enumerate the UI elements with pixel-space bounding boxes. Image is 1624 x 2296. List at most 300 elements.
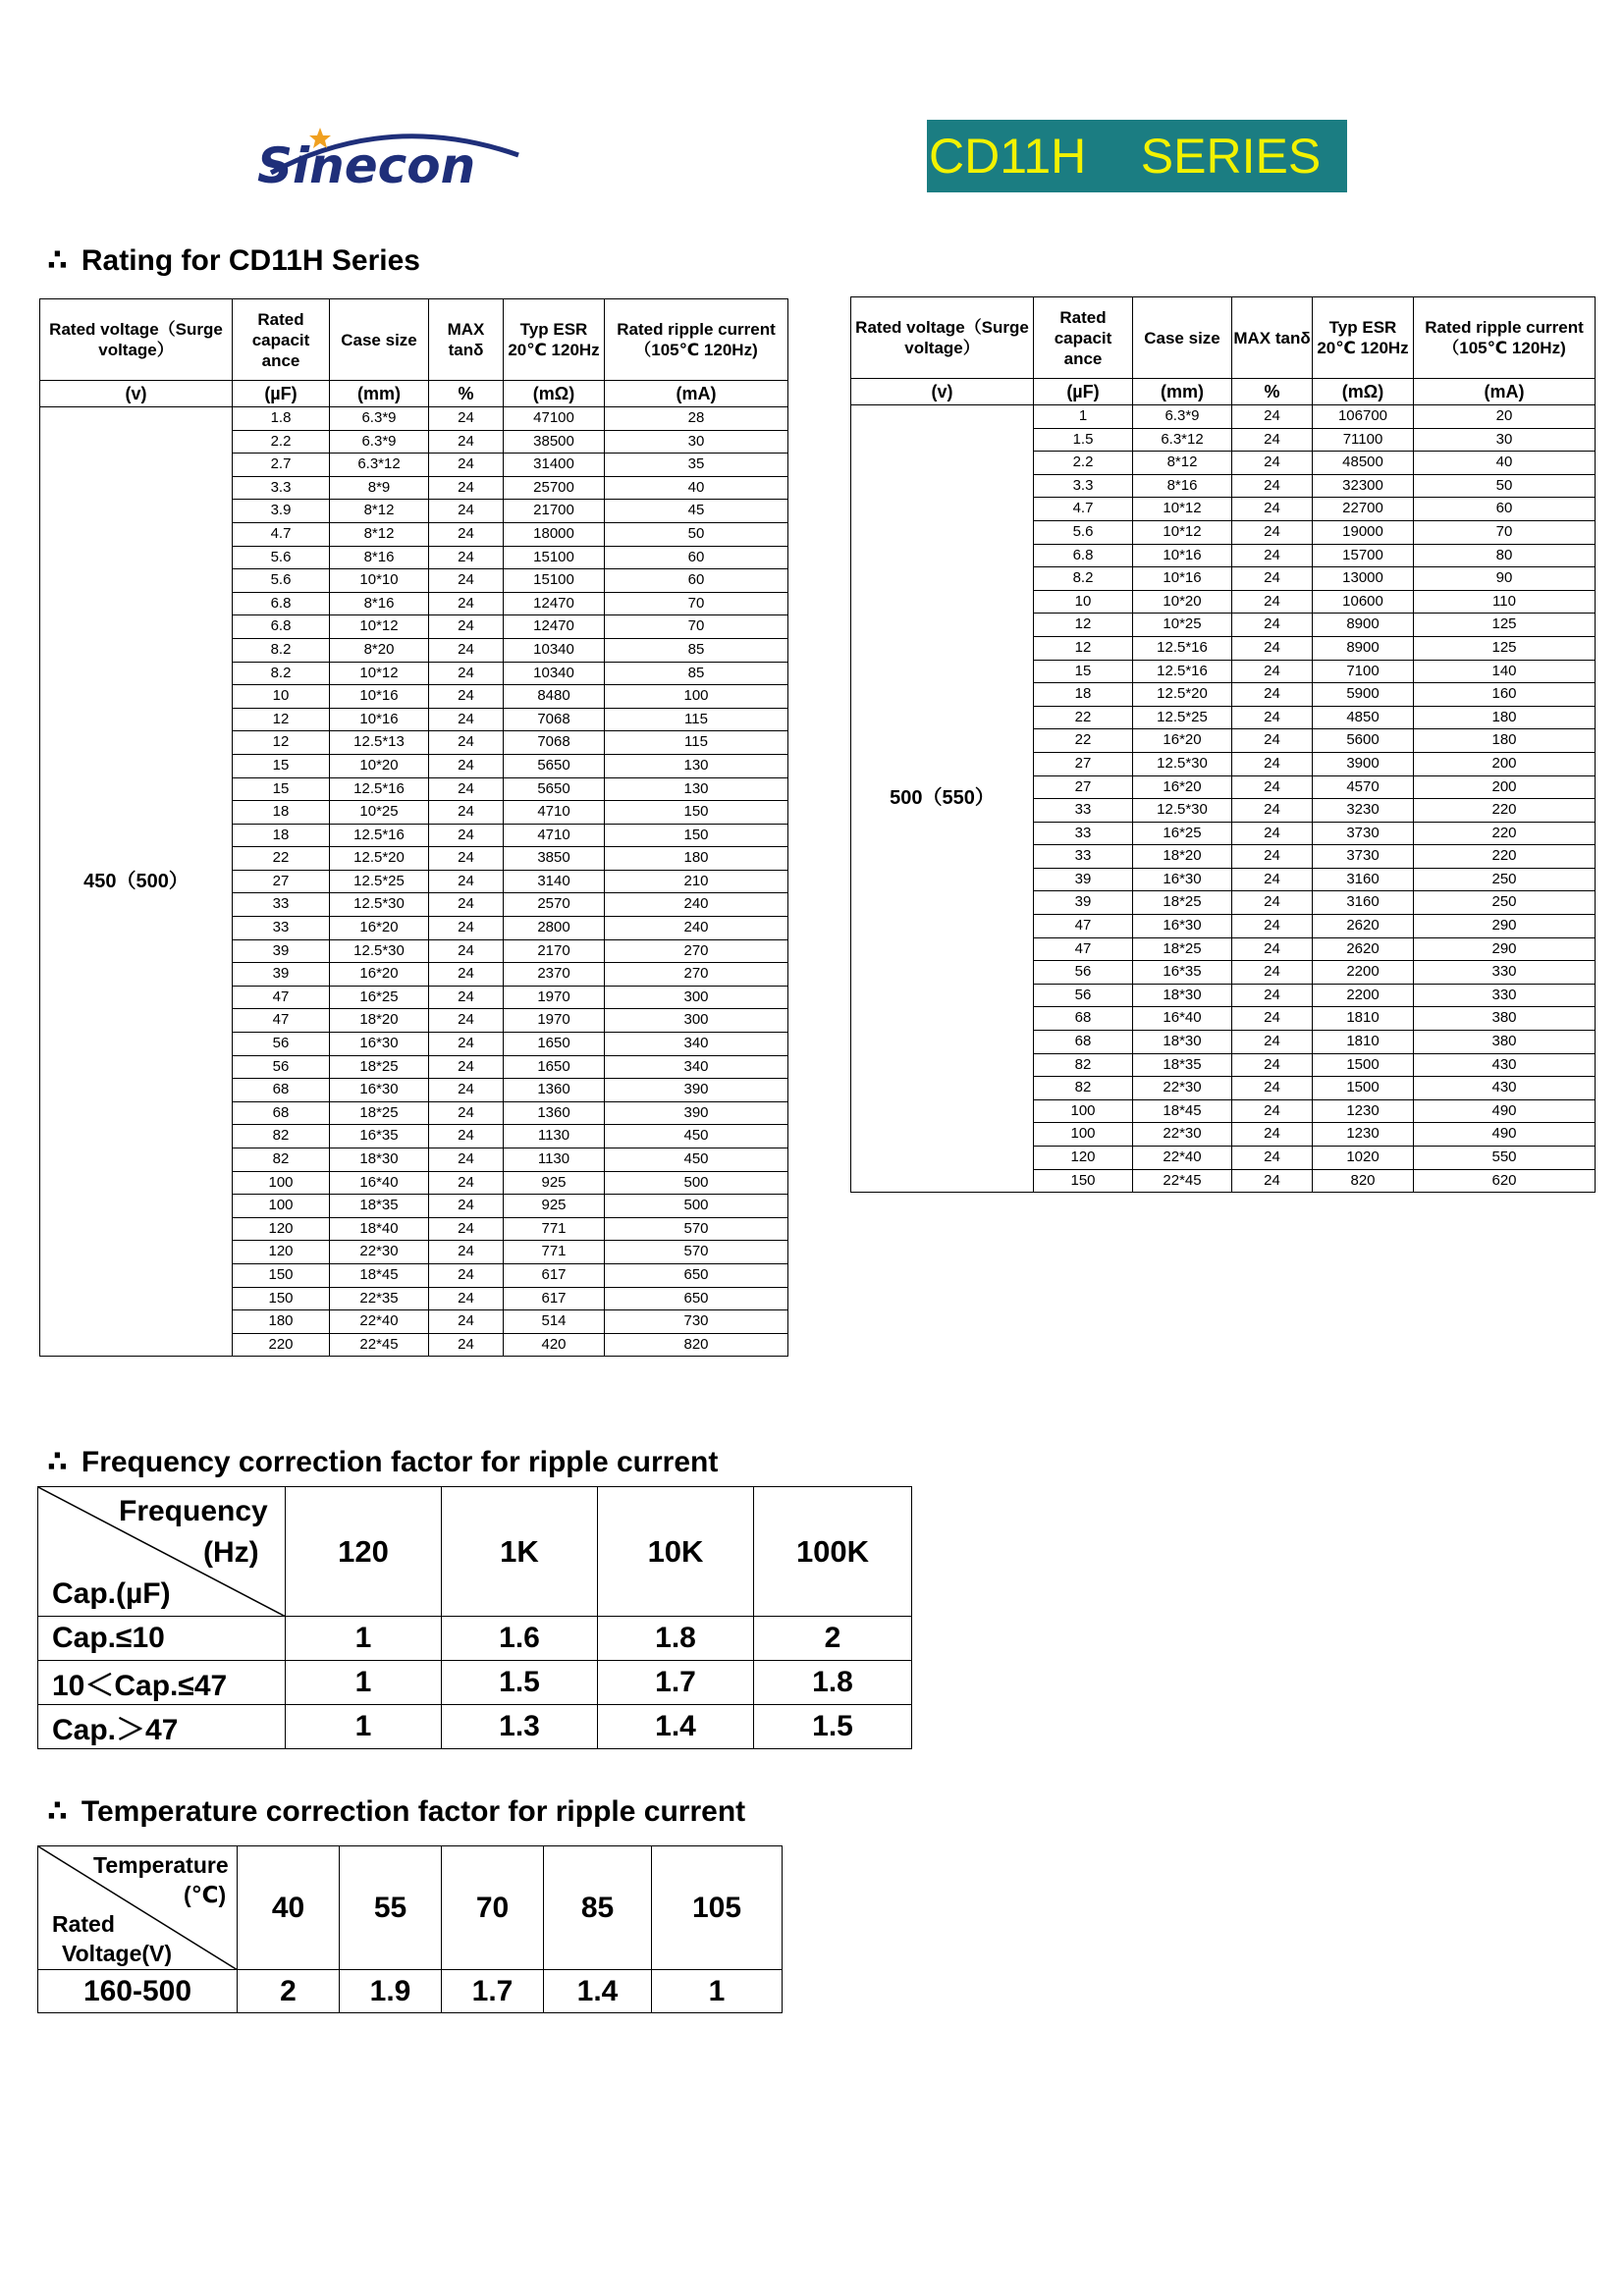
unit-ma: (mA) (1414, 379, 1596, 405)
tan-cell: 24 (429, 1241, 504, 1264)
tan-cell: 24 (429, 546, 504, 569)
capacitance-cell: 1.5 (1034, 428, 1133, 452)
ripple-cell: 20 (1414, 405, 1596, 429)
freq-cell: 1.5 (754, 1705, 912, 1749)
tan-cell: 24 (1232, 1123, 1313, 1147)
capacitance-cell: 100 (1034, 1099, 1133, 1123)
ripple-cell: 130 (605, 754, 788, 777)
ripple-cell: 90 (1414, 567, 1596, 591)
tan-cell: 24 (429, 638, 504, 662)
ripple-cell: 85 (605, 638, 788, 662)
capacitance-cell: 100 (233, 1171, 330, 1195)
case-size-cell: 16*25 (330, 986, 429, 1009)
corner-voltage-label: Voltage(V) (62, 1941, 173, 1966)
capacitance-cell: 47 (1034, 937, 1133, 961)
ripple-cell: 390 (605, 1101, 788, 1125)
temp-col-header: 70 (442, 1846, 544, 1970)
esr-cell: 2200 (1313, 984, 1414, 1007)
tan-cell: 24 (1232, 984, 1313, 1007)
tan-cell: 24 (429, 939, 504, 963)
ripple-cell: 220 (1414, 822, 1596, 845)
capacitance-cell: 12 (233, 708, 330, 731)
capacitance-cell: 15 (233, 777, 330, 801)
esr-cell: 1810 (1313, 1007, 1414, 1031)
tan-cell: 24 (429, 870, 504, 893)
rated-voltage-cell: 450（500） (40, 407, 233, 1357)
tan-cell: 24 (1232, 1031, 1313, 1054)
esr-cell: 18000 (504, 522, 605, 546)
svg-text:Sinecon: Sinecon (257, 137, 476, 194)
esr-cell: 5900 (1313, 683, 1414, 707)
freq-cell: 1.4 (598, 1705, 754, 1749)
esr-cell: 13000 (1313, 567, 1414, 591)
freq-cell: 1.8 (598, 1617, 754, 1661)
esr-cell: 1810 (1313, 1031, 1414, 1054)
case-size-cell: 18*25 (330, 1055, 429, 1079)
capacitance-cell: 22 (1034, 706, 1133, 729)
esr-cell: 3140 (504, 870, 605, 893)
tan-cell: 24 (429, 454, 504, 477)
esr-cell: 4850 (1313, 706, 1414, 729)
case-size-cell: 12.5*20 (1133, 683, 1232, 707)
temp-cell: 1.4 (544, 1970, 652, 2013)
capacitance-cell: 82 (233, 1148, 330, 1172)
rating-table-450v (39, 298, 788, 1357)
ripple-cell: 125 (1414, 614, 1596, 637)
capacitance-cell: 6.8 (1034, 544, 1133, 567)
ripple-cell: 380 (1414, 1031, 1596, 1054)
case-size-cell: 8*16 (330, 592, 429, 615)
ripple-cell: 180 (1414, 706, 1596, 729)
tan-cell: 24 (1232, 428, 1313, 452)
ripple-cell: 200 (1414, 752, 1596, 775)
capacitance-cell: 2.7 (233, 454, 330, 477)
capacitance-cell: 68 (1034, 1031, 1133, 1054)
header-ripple-current: Rated ripple current（105℃ 120Hz) (1414, 297, 1596, 379)
table-row (40, 407, 788, 431)
esr-cell: 1020 (1313, 1147, 1414, 1170)
tan-cell: 24 (429, 754, 504, 777)
tan-cell: 24 (1232, 683, 1313, 707)
capacitance-cell: 220 (233, 1333, 330, 1357)
case-size-cell: 18*30 (1133, 984, 1232, 1007)
corner-cap-label: Cap.(µF) (52, 1577, 171, 1610)
case-size-cell: 12.5*20 (330, 847, 429, 871)
case-size-cell: 22*30 (330, 1241, 429, 1264)
case-size-cell: 12.5*30 (1133, 799, 1232, 823)
tan-cell: 24 (429, 569, 504, 593)
unit-pct: % (1232, 379, 1313, 405)
ripple-cell: 650 (605, 1263, 788, 1287)
ripple-cell: 100 (605, 685, 788, 709)
freq-cell: 1.6 (442, 1617, 598, 1661)
capacitance-cell: 150 (1034, 1169, 1133, 1193)
capacitance-cell: 27 (1034, 775, 1133, 799)
esr-cell: 2200 (1313, 961, 1414, 985)
esr-cell: 7068 (504, 708, 605, 731)
ripple-cell: 730 (605, 1310, 788, 1334)
temperature-corner-cell (38, 1846, 238, 1970)
capacitance-cell: 33 (1034, 822, 1133, 845)
case-size-cell: 22*40 (1133, 1147, 1232, 1170)
esr-cell: 1360 (504, 1079, 605, 1102)
case-size-cell: 6.3*12 (330, 454, 429, 477)
tan-cell: 24 (1232, 1099, 1313, 1123)
header-case-size: Case size (330, 299, 429, 381)
esr-cell: 3900 (1313, 752, 1414, 775)
series-badge: CD11H SERIES (927, 120, 1347, 192)
tan-cell: 24 (429, 500, 504, 523)
esr-cell: 3160 (1313, 868, 1414, 891)
case-size-cell: 22*30 (1133, 1077, 1232, 1100)
freq-col-header: 120 (286, 1487, 442, 1617)
tan-cell: 24 (1232, 567, 1313, 591)
freq-col-header: 100K (754, 1487, 912, 1617)
esr-cell: 32300 (1313, 474, 1414, 498)
esr-cell: 3160 (1313, 891, 1414, 915)
capacitance-cell: 18 (233, 801, 330, 825)
case-size-cell: 22*30 (1133, 1123, 1232, 1147)
capacitance-cell: 15 (233, 754, 330, 777)
temp-cell: 1.9 (340, 1970, 442, 2013)
esr-cell: 2370 (504, 963, 605, 987)
freq-cell: 1.5 (442, 1661, 598, 1705)
tan-cell: 24 (1232, 799, 1313, 823)
freq-col-header: 10K (598, 1487, 754, 1617)
case-size-cell: 18*25 (1133, 891, 1232, 915)
case-size-cell: 10*16 (330, 685, 429, 709)
ripple-cell: 250 (1414, 868, 1596, 891)
ripple-cell: 390 (605, 1079, 788, 1102)
case-size-cell: 10*20 (330, 754, 429, 777)
esr-cell: 1970 (504, 1009, 605, 1033)
ripple-cell: 240 (605, 917, 788, 940)
case-size-cell: 16*30 (330, 1033, 429, 1056)
tan-cell: 24 (1232, 544, 1313, 567)
case-size-cell: 16*20 (1133, 729, 1232, 753)
case-size-cell: 16*40 (1133, 1007, 1232, 1031)
case-size-cell: 22*45 (1133, 1169, 1232, 1193)
ripple-cell: 180 (1414, 729, 1596, 753)
ripple-cell: 490 (1414, 1123, 1596, 1147)
case-size-cell: 22*40 (330, 1310, 429, 1334)
capacitance-cell: 5.6 (233, 569, 330, 593)
esr-cell: 925 (504, 1195, 605, 1218)
tan-cell: 24 (429, 615, 504, 639)
case-size-cell: 18*20 (330, 1009, 429, 1033)
tan-cell: 24 (429, 1055, 504, 1079)
tan-cell: 24 (1232, 915, 1313, 938)
capacitance-cell: 33 (1034, 845, 1133, 869)
capacitance-cell: 120 (1034, 1147, 1133, 1170)
ripple-cell: 70 (605, 592, 788, 615)
tan-cell: 24 (1232, 752, 1313, 775)
tan-cell: 24 (1232, 775, 1313, 799)
capacitance-cell: 39 (1034, 891, 1133, 915)
capacitance-cell: 47 (233, 1009, 330, 1033)
corner-frequency-label: Frequency (119, 1495, 268, 1527)
ripple-cell: 250 (1414, 891, 1596, 915)
case-size-cell: 8*12 (330, 500, 429, 523)
ripple-cell: 620 (1414, 1169, 1596, 1193)
tan-cell: 24 (1232, 891, 1313, 915)
sinecon-logo (251, 116, 526, 194)
case-size-cell: 18*20 (1133, 845, 1232, 869)
freq-cell: 1 (286, 1661, 442, 1705)
ripple-cell: 115 (605, 731, 788, 755)
tan-cell: 24 (429, 963, 504, 987)
capacitance-cell: 56 (233, 1055, 330, 1079)
esr-cell: 22700 (1313, 498, 1414, 521)
esr-cell: 15100 (504, 546, 605, 569)
capacitance-cell: 8.2 (1034, 567, 1133, 591)
frequency-section-title: ∴ Frequency correction factor for ripple current (47, 1446, 719, 1478)
ripple-cell: 150 (605, 801, 788, 825)
tan-cell: 24 (1232, 1147, 1313, 1170)
tan-cell: 24 (429, 1195, 504, 1218)
tan-cell: 24 (429, 1009, 504, 1033)
tan-cell: 24 (1232, 937, 1313, 961)
capacitance-cell: 33 (233, 917, 330, 940)
temp-row-label: 160-500 (38, 1970, 238, 2013)
capacitance-cell: 180 (233, 1310, 330, 1334)
tan-cell: 24 (429, 847, 504, 871)
capacitance-cell: 150 (233, 1263, 330, 1287)
freq-cell: 1.7 (598, 1661, 754, 1705)
tan-cell: 24 (429, 1148, 504, 1172)
esr-cell: 1500 (1313, 1077, 1414, 1100)
temperature-section-title: ∴ Temperature correction factor for ripple current (47, 1795, 746, 1828)
unit-mohm: (mΩ) (1313, 379, 1414, 405)
case-size-cell: 12.5*30 (330, 893, 429, 917)
ripple-cell: 820 (605, 1333, 788, 1357)
esr-cell: 10340 (504, 662, 605, 685)
case-size-cell: 8*16 (330, 546, 429, 569)
case-size-cell: 10*25 (1133, 614, 1232, 637)
case-size-cell: 16*35 (330, 1125, 429, 1148)
header-rated-voltage: Rated voltage（Surge voltage） (40, 299, 233, 381)
capacitance-cell: 100 (233, 1195, 330, 1218)
tan-cell: 24 (429, 777, 504, 801)
capacitance-cell: 10 (233, 685, 330, 709)
tan-cell: 24 (1232, 520, 1313, 544)
ripple-cell: 450 (605, 1125, 788, 1148)
capacitance-cell: 56 (233, 1033, 330, 1056)
freq-row-label: 10＜Cap.≤47 (38, 1661, 286, 1705)
esr-cell: 514 (504, 1310, 605, 1334)
case-size-cell: 10*25 (330, 801, 429, 825)
capacitance-cell: 12 (1034, 636, 1133, 660)
esr-cell: 617 (504, 1287, 605, 1310)
temp-col-header: 55 (340, 1846, 442, 1970)
esr-cell: 8480 (504, 685, 605, 709)
esr-cell: 38500 (504, 430, 605, 454)
ripple-cell: 180 (605, 847, 788, 871)
ripple-cell: 330 (1414, 961, 1596, 985)
esr-cell: 10340 (504, 638, 605, 662)
freq-cell: 1.3 (442, 1705, 598, 1749)
esr-cell: 47100 (504, 407, 605, 431)
header-ripple-current: Rated ripple current（105℃ 120Hz) (605, 299, 788, 381)
ripple-cell: 220 (1414, 845, 1596, 869)
unit-ma: (mA) (605, 381, 788, 407)
case-size-cell: 16*25 (1133, 822, 1232, 845)
capacitance-cell: 6.8 (233, 615, 330, 639)
esr-cell: 2620 (1313, 915, 1414, 938)
esr-cell: 420 (504, 1333, 605, 1357)
esr-cell: 5650 (504, 754, 605, 777)
case-size-cell: 12.5*25 (1133, 706, 1232, 729)
freq-cell: 1 (286, 1705, 442, 1749)
temp-cell: 1.7 (442, 1970, 544, 2013)
ripple-cell: 500 (605, 1171, 788, 1195)
tan-cell: 24 (1232, 660, 1313, 683)
ripple-cell: 60 (1414, 498, 1596, 521)
frequency-corner-cell (38, 1487, 286, 1617)
header-rated-capacitance: Rated capacit ance (1034, 297, 1133, 379)
ripple-cell: 50 (605, 522, 788, 546)
capacitance-cell: 1 (1034, 405, 1133, 429)
case-size-cell: 16*30 (1133, 915, 1232, 938)
ripple-cell: 140 (1414, 660, 1596, 683)
ripple-cell: 130 (605, 777, 788, 801)
esr-cell: 4570 (1313, 775, 1414, 799)
ripple-cell: 570 (605, 1217, 788, 1241)
case-size-cell: 6.3*9 (330, 430, 429, 454)
capacitance-cell: 10 (1034, 590, 1133, 614)
ripple-cell: 28 (605, 407, 788, 431)
capacitance-cell: 33 (233, 893, 330, 917)
esr-cell: 8900 (1313, 614, 1414, 637)
corner-rated-label: Rated (52, 1911, 115, 1937)
case-size-cell: 8*9 (330, 476, 429, 500)
case-size-cell: 12.5*30 (1133, 752, 1232, 775)
capacitance-cell: 3.9 (233, 500, 330, 523)
capacitance-cell: 22 (1034, 729, 1133, 753)
case-size-cell: 22*45 (330, 1333, 429, 1357)
case-size-cell: 10*12 (1133, 520, 1232, 544)
capacitance-cell: 100 (1034, 1123, 1133, 1147)
tan-cell: 24 (429, 1101, 504, 1125)
esr-cell: 2570 (504, 893, 605, 917)
ripple-cell: 430 (1414, 1053, 1596, 1077)
corner-celsius-label: (℃) (184, 1882, 227, 1907)
unit-pct: % (429, 381, 504, 407)
esr-cell: 48500 (1313, 452, 1414, 475)
tan-cell: 24 (429, 407, 504, 431)
capacitance-cell: 27 (233, 870, 330, 893)
ripple-cell: 340 (605, 1033, 788, 1056)
case-size-cell: 16*20 (330, 917, 429, 940)
ripple-cell: 430 (1414, 1077, 1596, 1100)
case-size-cell: 10*16 (1133, 544, 1232, 567)
freq-cell: 1.8 (754, 1661, 912, 1705)
esr-cell: 1130 (504, 1125, 605, 1148)
ripple-cell: 490 (1414, 1099, 1596, 1123)
capacitance-cell: 8.2 (233, 638, 330, 662)
case-size-cell: 8*20 (330, 638, 429, 662)
tan-cell: 24 (1232, 1007, 1313, 1031)
ripple-cell: 240 (605, 893, 788, 917)
esr-cell: 1230 (1313, 1099, 1414, 1123)
unit-uf: (µF) (233, 381, 330, 407)
case-size-cell: 10*20 (1133, 590, 1232, 614)
tan-cell: 24 (1232, 614, 1313, 637)
ripple-cell: 380 (1414, 1007, 1596, 1031)
tan-cell: 24 (429, 1310, 504, 1334)
ripple-cell: 50 (1414, 474, 1596, 498)
esr-cell: 617 (504, 1263, 605, 1287)
temp-col-header: 105 (652, 1846, 783, 1970)
case-size-cell: 10*16 (1133, 567, 1232, 591)
case-size-cell: 18*35 (1133, 1053, 1232, 1077)
case-size-cell: 8*16 (1133, 474, 1232, 498)
tan-cell: 24 (429, 430, 504, 454)
capacitance-cell: 8.2 (233, 662, 330, 685)
tan-cell: 24 (429, 1287, 504, 1310)
freq-col-header: 1K (442, 1487, 598, 1617)
ripple-cell: 290 (1414, 915, 1596, 938)
ripple-cell: 35 (605, 454, 788, 477)
ripple-cell: 270 (605, 939, 788, 963)
esr-cell: 15100 (504, 569, 605, 593)
capacitance-cell: 120 (233, 1241, 330, 1264)
capacitance-cell: 39 (233, 939, 330, 963)
ripple-cell: 450 (605, 1148, 788, 1172)
tan-cell: 24 (1232, 1077, 1313, 1100)
case-size-cell: 10*12 (330, 662, 429, 685)
case-size-cell: 8*12 (330, 522, 429, 546)
esr-cell: 4710 (504, 801, 605, 825)
esr-cell: 1360 (504, 1101, 605, 1125)
capacitance-cell: 2.2 (1034, 452, 1133, 475)
capacitance-cell: 22 (233, 847, 330, 871)
ripple-cell: 220 (1414, 799, 1596, 823)
capacitance-cell: 82 (1034, 1077, 1133, 1100)
frequency-correction-table (37, 1486, 912, 1749)
unit-mm: (mm) (330, 381, 429, 407)
esr-cell: 5600 (1313, 729, 1414, 753)
capacitance-cell: 5.6 (1034, 520, 1133, 544)
unit-uf: (µF) (1034, 379, 1133, 405)
esr-cell: 2800 (504, 917, 605, 940)
capacitance-cell: 39 (1034, 868, 1133, 891)
capacitance-cell: 3.3 (1034, 474, 1133, 498)
tan-cell: 24 (429, 801, 504, 825)
esr-cell: 15700 (1313, 544, 1414, 567)
freq-row-label: Cap.＞47 (38, 1705, 286, 1749)
ripple-cell: 570 (605, 1241, 788, 1264)
esr-cell: 925 (504, 1171, 605, 1195)
tan-cell: 24 (429, 592, 504, 615)
unit-mm: (mm) (1133, 379, 1232, 405)
esr-cell: 4710 (504, 824, 605, 847)
tan-cell: 24 (429, 1079, 504, 1102)
capacitance-cell: 15 (1034, 660, 1133, 683)
ripple-cell: 550 (1414, 1147, 1596, 1170)
capacitance-cell: 33 (1034, 799, 1133, 823)
esr-cell: 25700 (504, 476, 605, 500)
capacitance-cell: 56 (1034, 984, 1133, 1007)
header-max-tan: MAX tanδ (429, 299, 504, 381)
tan-cell: 24 (429, 662, 504, 685)
case-size-cell: 12.5*16 (330, 777, 429, 801)
esr-cell: 3230 (1313, 799, 1414, 823)
capacitance-cell: 4.7 (233, 522, 330, 546)
tan-cell: 24 (429, 824, 504, 847)
esr-cell: 2170 (504, 939, 605, 963)
ripple-cell: 330 (1414, 984, 1596, 1007)
